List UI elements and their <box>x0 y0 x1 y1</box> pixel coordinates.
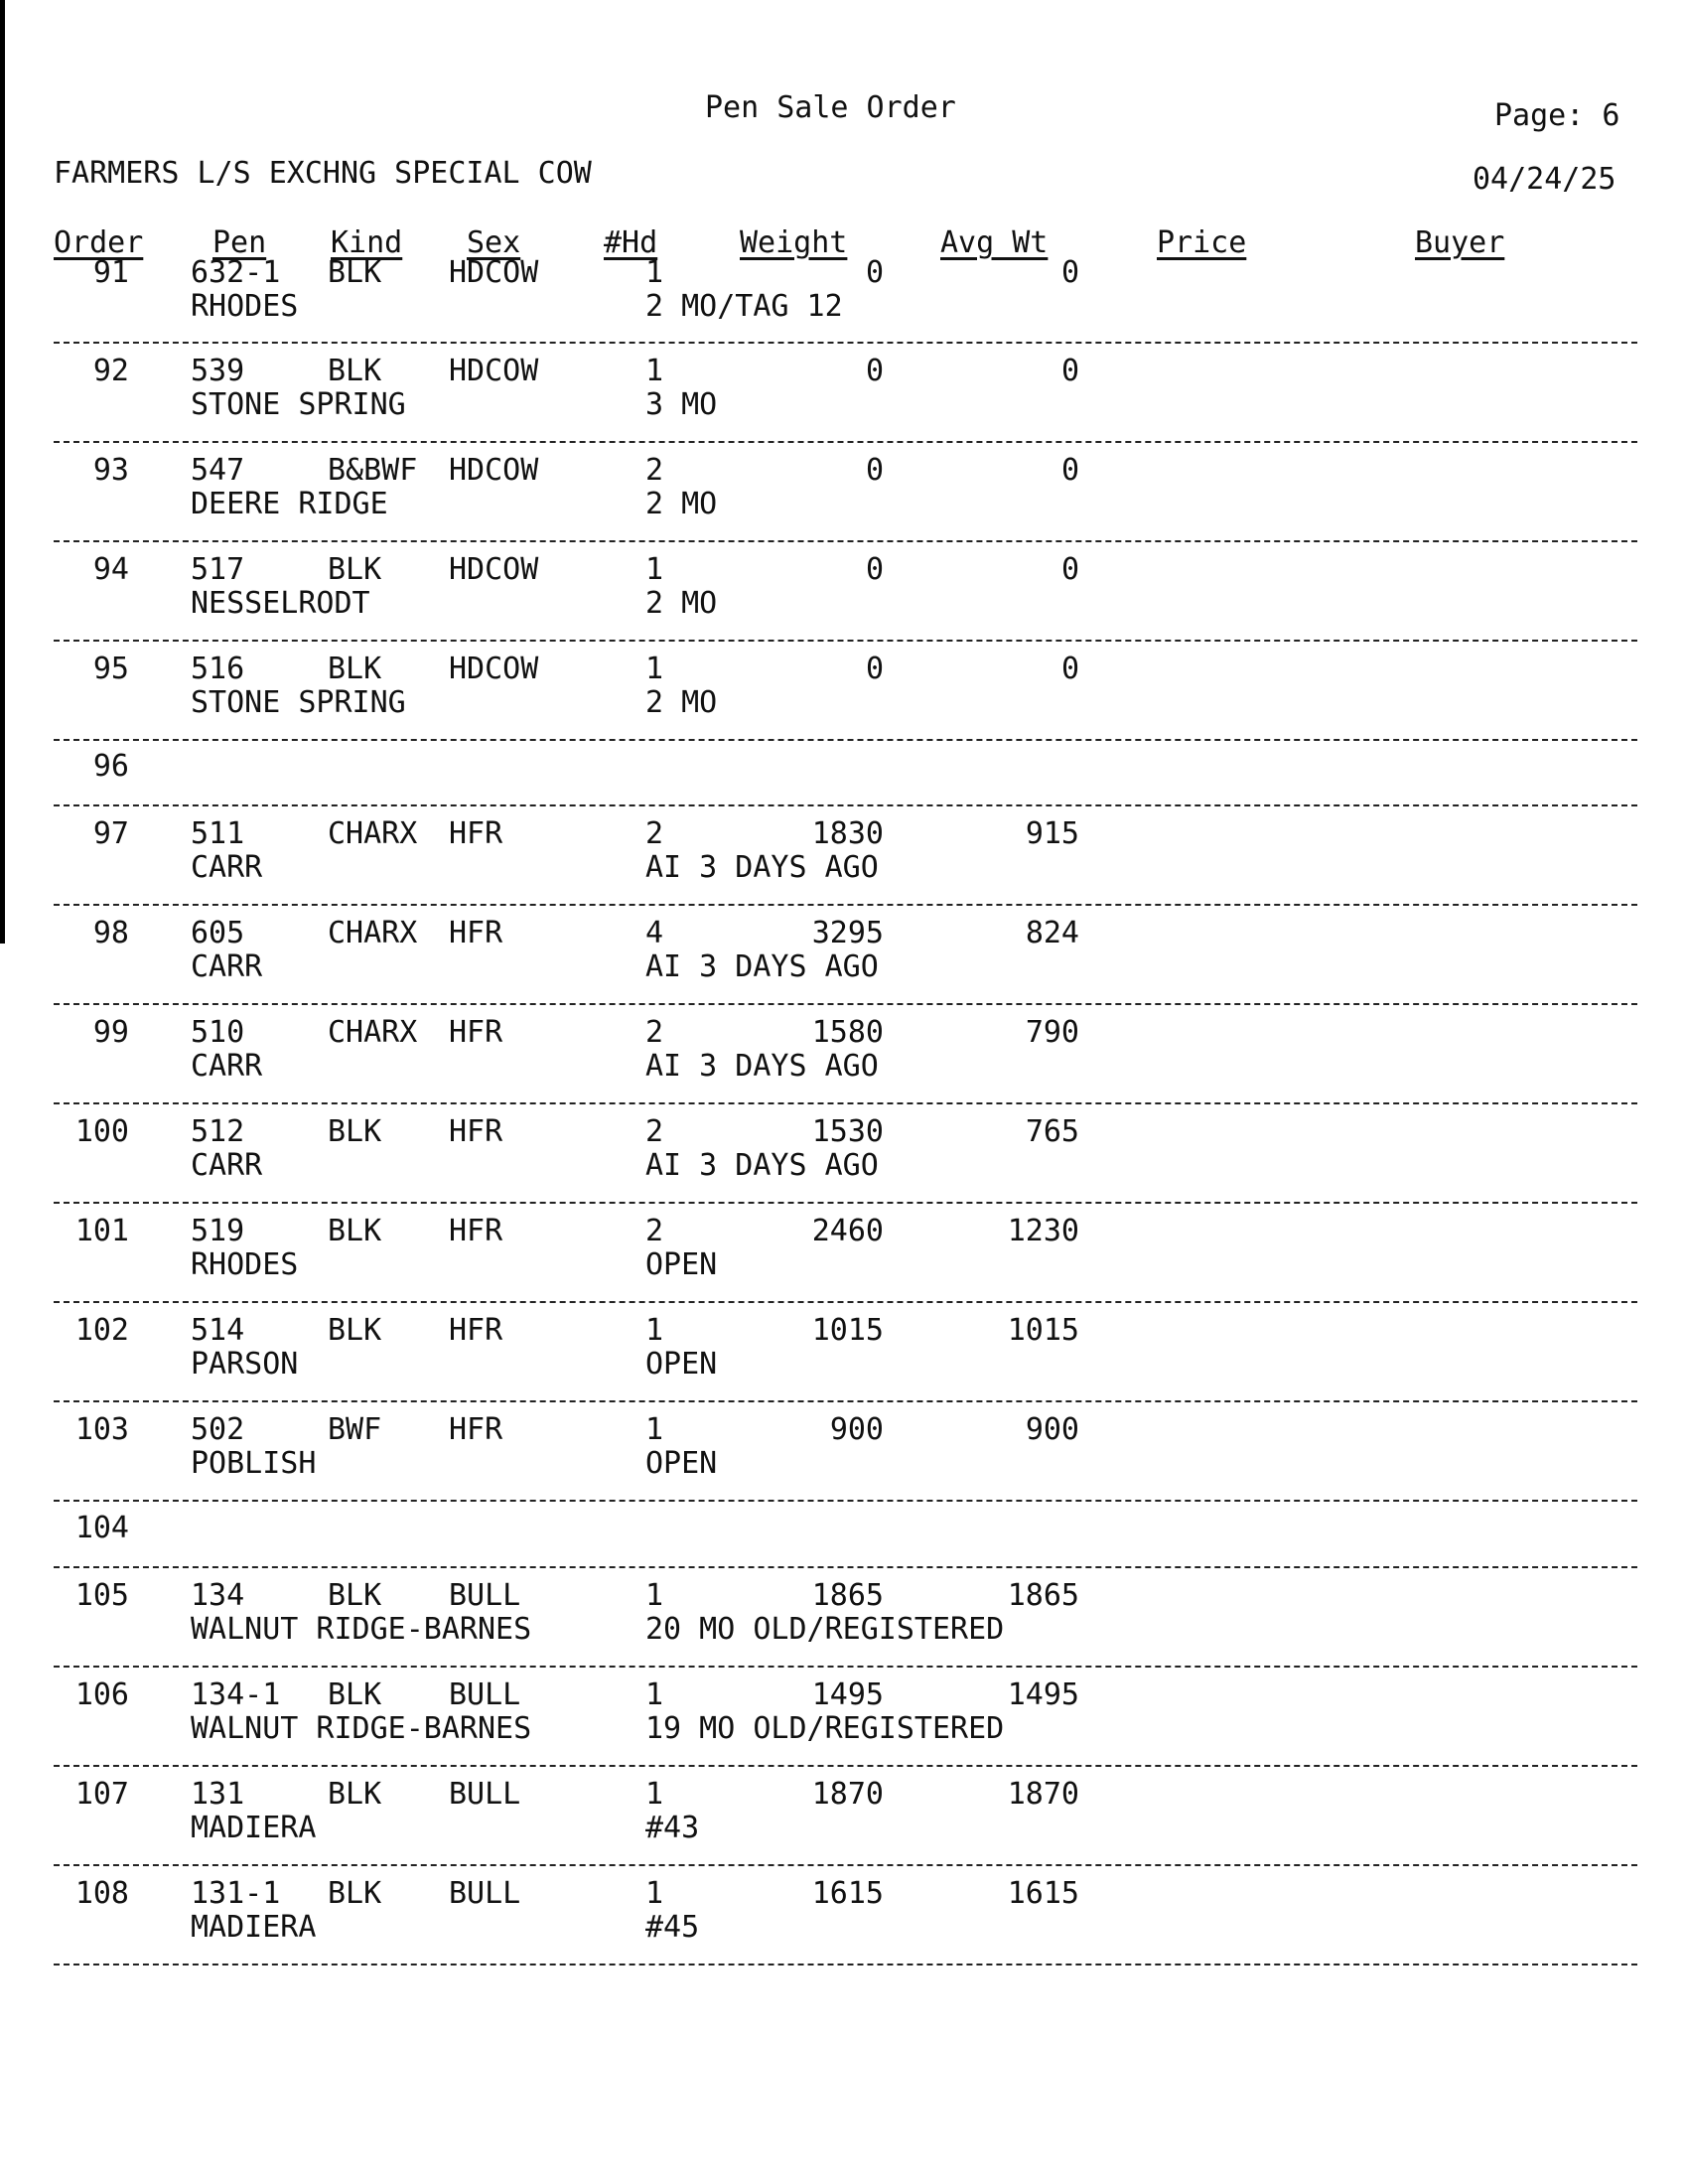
cell-note: AI 3 DAYS AGO <box>645 1148 879 1183</box>
cell-kind: BLK <box>328 1313 382 1348</box>
cell-hd: 1 <box>645 255 664 290</box>
cell-sex: BULL <box>449 1876 521 1911</box>
cell-consignor: PARSON <box>191 1347 299 1382</box>
cell-weight: 1830 <box>811 816 884 851</box>
cell-weight: 3295 <box>811 916 884 950</box>
page-number: Page: 6 <box>1494 98 1620 133</box>
cell-sex: HDCOW <box>449 652 539 686</box>
cell-weight: 1865 <box>811 1578 884 1613</box>
row-divider <box>54 1765 1637 1767</box>
cell-kind: BLK <box>328 552 382 587</box>
cell-sex: HFR <box>449 816 503 851</box>
cell-kind: BLK <box>328 1677 382 1712</box>
cell-hd: 2 <box>645 1015 664 1050</box>
cell-weight: 1580 <box>811 1015 884 1050</box>
cell-weight: 0 <box>865 354 884 388</box>
cell-pen: 134 <box>191 1578 245 1613</box>
cell-weight: 0 <box>865 255 884 290</box>
cell-consignor: MADIERA <box>191 1910 317 1945</box>
cell-avg: 0 <box>1060 652 1079 686</box>
cell-order: 98 <box>92 916 129 950</box>
cell-sex: HDCOW <box>449 453 539 488</box>
cell-note: 2 MO <box>645 487 718 521</box>
cell-kind: CHARX <box>328 1015 418 1050</box>
row-divider <box>54 904 1637 906</box>
cell-kind: BLK <box>328 1876 382 1911</box>
cell-avg: 1230 <box>1007 1214 1079 1248</box>
cell-note: #43 <box>645 1811 700 1845</box>
cell-pen: 512 <box>191 1114 245 1149</box>
cell-avg: 1615 <box>1007 1876 1079 1911</box>
row-divider <box>54 739 1637 741</box>
col-header-order: Order <box>54 225 144 260</box>
cell-avg: 0 <box>1060 453 1079 488</box>
cell-order: 107 <box>74 1777 129 1812</box>
cell-sex: HFR <box>449 1114 503 1149</box>
cell-sex: BULL <box>449 1677 521 1712</box>
cell-order: 108 <box>74 1876 129 1911</box>
cell-order: 103 <box>74 1412 129 1447</box>
cell-consignor: MADIERA <box>191 1811 317 1845</box>
cell-pen: 511 <box>191 816 245 851</box>
cell-kind: B&BWF <box>328 453 418 488</box>
cell-hd: 2 <box>645 453 664 488</box>
cell-weight: 1870 <box>811 1777 884 1812</box>
cell-avg: 1495 <box>1007 1677 1079 1712</box>
cell-consignor: RHODES <box>191 289 299 324</box>
cell-hd: 4 <box>645 916 664 950</box>
page-title: Pen Sale Order <box>705 90 956 125</box>
cell-kind: BLK <box>328 1777 382 1812</box>
cell-hd: 1 <box>645 1876 664 1911</box>
cell-consignor: CARR <box>191 850 263 885</box>
cell-weight: 1015 <box>811 1313 884 1348</box>
cell-note: 2 MO <box>645 586 718 621</box>
row-divider <box>54 1964 1637 1966</box>
cell-order: 104 <box>74 1511 129 1545</box>
cell-hd: 1 <box>645 552 664 587</box>
cell-pen: 514 <box>191 1313 245 1348</box>
col-header-avg-wt: Avg Wt <box>940 225 1049 260</box>
cell-sex: HFR <box>449 1214 503 1248</box>
cell-note: OPEN <box>645 1247 718 1282</box>
cell-pen: 547 <box>191 453 245 488</box>
cell-weight: 900 <box>829 1412 884 1447</box>
cell-consignor: WALNUT RIDGE-BARNES <box>191 1711 532 1746</box>
cell-weight: 1615 <box>811 1876 884 1911</box>
cell-avg: 900 <box>1025 1412 1079 1447</box>
cell-note: AI 3 DAYS AGO <box>645 1049 879 1084</box>
row-divider <box>54 342 1637 344</box>
cell-pen: 131-1 <box>191 1876 281 1911</box>
cell-order: 96 <box>92 749 129 784</box>
row-divider <box>54 540 1637 542</box>
sale-date: 04/24/25 <box>1473 162 1616 197</box>
cell-order: 105 <box>74 1578 129 1613</box>
cell-hd: 1 <box>645 1313 664 1348</box>
cell-order: 97 <box>92 816 129 851</box>
cell-pen: 519 <box>191 1214 245 1248</box>
cell-consignor: CARR <box>191 1148 263 1183</box>
cell-weight: 1530 <box>811 1114 884 1149</box>
row-divider <box>54 804 1637 806</box>
cell-sex: BULL <box>449 1578 521 1613</box>
cell-sex: HFR <box>449 1313 503 1348</box>
cell-sex: HFR <box>449 916 503 950</box>
cell-avg: 1015 <box>1007 1313 1079 1348</box>
cell-pen: 517 <box>191 552 245 587</box>
cell-pen: 131 <box>191 1777 245 1812</box>
col-header-price: Price <box>1157 225 1247 260</box>
cell-hd: 1 <box>645 1677 664 1712</box>
cell-pen: 539 <box>191 354 245 388</box>
col-header-hd: #Hd <box>604 225 658 260</box>
cell-order: 99 <box>92 1015 129 1050</box>
cell-pen: 605 <box>191 916 245 950</box>
cell-order: 91 <box>92 255 129 290</box>
left-edge-bar <box>0 0 5 944</box>
cell-kind: CHARX <box>328 916 418 950</box>
col-header-sex: Sex <box>467 225 521 260</box>
row-divider <box>54 1566 1637 1568</box>
cell-sex: HDCOW <box>449 354 539 388</box>
cell-order: 101 <box>74 1214 129 1248</box>
cell-kind: BLK <box>328 1578 382 1613</box>
cell-consignor: WALNUT RIDGE-BARNES <box>191 1612 532 1647</box>
row-divider <box>54 1202 1637 1204</box>
cell-consignor: CARR <box>191 949 263 984</box>
cell-avg: 1870 <box>1007 1777 1079 1812</box>
cell-note: 20 MO OLD/REGISTERED <box>645 1612 1005 1647</box>
cell-note: 19 MO OLD/REGISTERED <box>645 1711 1005 1746</box>
cell-pen: 502 <box>191 1412 245 1447</box>
cell-note: OPEN <box>645 1446 718 1481</box>
cell-kind: BLK <box>328 1214 382 1248</box>
cell-note: 2 MO <box>645 685 718 720</box>
cell-order: 102 <box>74 1313 129 1348</box>
row-divider <box>54 441 1637 443</box>
cell-weight: 2460 <box>811 1214 884 1248</box>
cell-order: 100 <box>74 1114 129 1149</box>
cell-hd: 2 <box>645 816 664 851</box>
cell-avg: 0 <box>1060 552 1079 587</box>
row-divider <box>54 1864 1637 1866</box>
cell-hd: 1 <box>645 1412 664 1447</box>
row-divider <box>54 1500 1637 1502</box>
cell-pen: 632-1 <box>191 255 281 290</box>
row-divider <box>54 1301 1637 1303</box>
cell-avg: 0 <box>1060 354 1079 388</box>
cell-note: OPEN <box>645 1347 718 1382</box>
cell-consignor: NESSELRODT <box>191 586 370 621</box>
row-divider <box>54 1102 1637 1104</box>
cell-sex: BULL <box>449 1777 521 1812</box>
cell-note: AI 3 DAYS AGO <box>645 949 879 984</box>
cell-avg: 1865 <box>1007 1578 1079 1613</box>
cell-hd: 2 <box>645 1214 664 1248</box>
cell-consignor: DEERE RIDGE <box>191 487 388 521</box>
col-header-pen: Pen <box>212 225 267 260</box>
cell-order: 94 <box>92 552 129 587</box>
cell-sex: HFR <box>449 1412 503 1447</box>
cell-note: 3 MO <box>645 387 718 422</box>
cell-consignor: STONE SPRING <box>191 685 406 720</box>
row-divider <box>54 640 1637 642</box>
cell-order: 93 <box>92 453 129 488</box>
cell-order: 106 <box>74 1677 129 1712</box>
cell-pen: 134-1 <box>191 1677 281 1712</box>
cell-hd: 1 <box>645 354 664 388</box>
cell-note: AI 3 DAYS AGO <box>645 850 879 885</box>
cell-hd: 1 <box>645 1777 664 1812</box>
cell-consignor: RHODES <box>191 1247 299 1282</box>
cell-pen: 516 <box>191 652 245 686</box>
cell-avg: 915 <box>1025 816 1079 851</box>
cell-sex: HDCOW <box>449 255 539 290</box>
sale-name: FARMERS L/S EXCHNG SPECIAL COW <box>54 156 592 191</box>
cell-note: 2 MO/TAG 12 <box>645 289 843 324</box>
cell-weight: 0 <box>865 453 884 488</box>
cell-consignor: STONE SPRING <box>191 387 406 422</box>
cell-kind: BLK <box>328 354 382 388</box>
cell-weight: 0 <box>865 652 884 686</box>
col-header-weight: Weight <box>740 225 848 260</box>
cell-avg: 0 <box>1060 255 1079 290</box>
row-divider <box>54 1400 1637 1402</box>
cell-avg: 790 <box>1025 1015 1079 1050</box>
cell-kind: BLK <box>328 255 382 290</box>
col-header-buyer: Buyer <box>1415 225 1505 260</box>
cell-order: 95 <box>92 652 129 686</box>
cell-kind: CHARX <box>328 816 418 851</box>
cell-kind: BWF <box>328 1412 382 1447</box>
cell-kind: BLK <box>328 1114 382 1149</box>
cell-pen: 510 <box>191 1015 245 1050</box>
cell-sex: HFR <box>449 1015 503 1050</box>
cell-weight: 0 <box>865 552 884 587</box>
cell-hd: 2 <box>645 1114 664 1149</box>
cell-hd: 1 <box>645 1578 664 1613</box>
cell-hd: 1 <box>645 652 664 686</box>
cell-avg: 765 <box>1025 1114 1079 1149</box>
cell-sex: HDCOW <box>449 552 539 587</box>
cell-consignor: CARR <box>191 1049 263 1084</box>
cell-weight: 1495 <box>811 1677 884 1712</box>
cell-order: 92 <box>92 354 129 388</box>
row-divider <box>54 1666 1637 1668</box>
cell-consignor: POBLISH <box>191 1446 317 1481</box>
row-divider <box>54 1003 1637 1005</box>
col-header-kind: Kind <box>331 225 403 260</box>
cell-kind: BLK <box>328 652 382 686</box>
cell-note: #45 <box>645 1910 700 1945</box>
cell-avg: 824 <box>1025 916 1079 950</box>
